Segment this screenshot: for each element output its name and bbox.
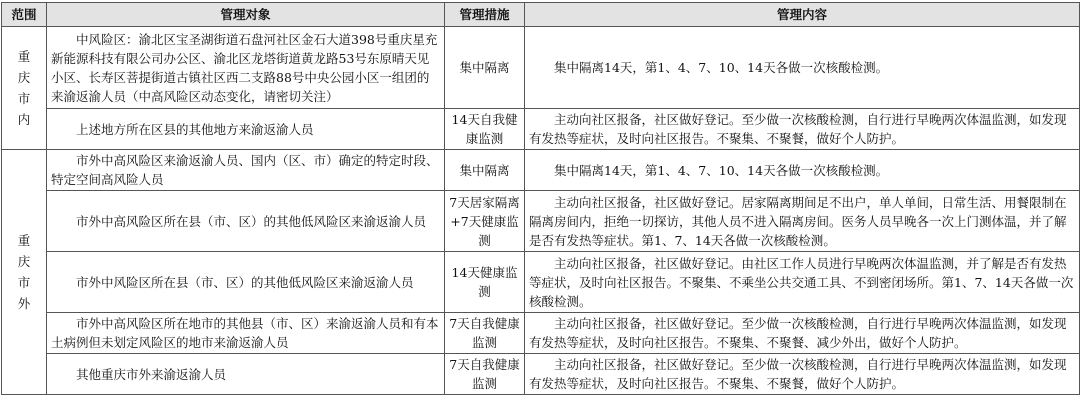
measure-cell: 7天居家隔离+7天健康监测 xyxy=(445,191,525,252)
header-range: 范围 xyxy=(2,3,47,27)
table-row xyxy=(2,150,1080,191)
content-cell: 主动向社区报备，社区做好登记。至少做一次核酸检测，自行进行早晚两次体温监测，如发现有发热等症状，及时向社区报告。不聚集、不聚餐、减少外出，做好个人防护。 xyxy=(525,313,1080,354)
measure-cell: 14天自我健康监测 xyxy=(445,109,525,150)
table-row xyxy=(2,354,1080,395)
target-cell: 中风险区：渝北区宝圣湖街道石盘河社区金石大道398号重庆星充新能源科技有限公司办公区、渝北区龙塔街道黄龙路53号东原晴天见小区、长寿区菩提街道古镇社区西二支路88号中央公园小区一组团的来渝返渝人员（中高风险区动态变化，请密切关注） xyxy=(47,27,445,109)
content-cell: 主动向社区报备，社区做好登记。居家隔离期间足不出户，单人单间，日常生活、用餐限制在隔离房间内，拒绝一切探访，其他人员不进入隔离房间。医务人员早晚各一次上门测体温，并了解是否有发热等症状。第1、7、14天各做一次核酸检测。 xyxy=(525,191,1080,252)
range-cell-inside xyxy=(2,27,47,150)
header-content: 管理内容 xyxy=(525,3,1080,27)
measure-cell: 集中隔离 xyxy=(445,150,525,191)
table-row xyxy=(2,252,1080,313)
measure-cell: 7天自我健康监测 xyxy=(445,354,525,395)
table-row xyxy=(2,109,1080,150)
header-measure: 管理措施 xyxy=(445,3,525,27)
content-cell: 主动向社区报备，社区做好登记。至少做一次核酸检测，自行进行早晚两次体温监测，如发现有发热等症状，及时向社区报告。不聚集、不聚餐，做好个人防护。 xyxy=(525,354,1080,395)
measure-cell: 7天自我健康监测 xyxy=(445,313,525,354)
content-cell: 集中隔离14天，第1、4、7、10、14天各做一次核酸检测。 xyxy=(525,27,1080,109)
table-row xyxy=(2,313,1080,354)
measure-cell: 集中隔离 xyxy=(445,27,525,109)
range-cell-outside xyxy=(2,150,47,395)
range-label: 重庆市外 xyxy=(17,233,31,311)
target-cell: 市外中高风险区所在县（市、区）的其他低风险区来渝返渝人员 xyxy=(47,191,445,252)
target-cell: 上述地方所在区县的其他地方来渝返渝人员 xyxy=(47,109,445,150)
target-cell: 市外中风险区所在县（市、区）的其他低风险区来渝返渝人员 xyxy=(47,252,445,313)
header-target: 管理对象 xyxy=(47,3,445,27)
policy-table xyxy=(1,2,1080,395)
target-cell: 市外中高风险区所在地市的其他县（市、区）来渝返渝人员和有本土病例但未划定风险区的地市来渝返渝人员 xyxy=(47,313,445,354)
content-cell: 集中隔离14天，第1、4、7、10、14天各做一次核酸检测。 xyxy=(525,150,1080,191)
measure-cell: 14天健康监测 xyxy=(445,252,525,313)
target-cell: 市外中高风险区来渝返渝人员、国内（区、市）确定的特定时段、特定空间高风险人员 xyxy=(47,150,445,191)
table-row xyxy=(2,27,1080,109)
header-row xyxy=(2,3,1080,27)
content-cell: 主动向社区报备，社区做好登记。由社区工作人员进行早晚两次体温监测，并了解是否有发热等症状，及时向社区报告。不聚集、不乘坐公共交通工具、不到密闭场所。第1、7、14天各做一次核酸检测。 xyxy=(525,252,1080,313)
target-cell: 其他重庆市外来渝返渝人员 xyxy=(47,354,445,395)
content-cell: 主动向社区报备，社区做好登记。至少做一次核酸检测，自行进行早晚两次体温监测，如发现有发热等症状，及时向社区报告。不聚集、不聚餐，做好个人防护。 xyxy=(525,109,1080,150)
range-label: 重庆市内 xyxy=(17,49,31,127)
table-row xyxy=(2,191,1080,252)
